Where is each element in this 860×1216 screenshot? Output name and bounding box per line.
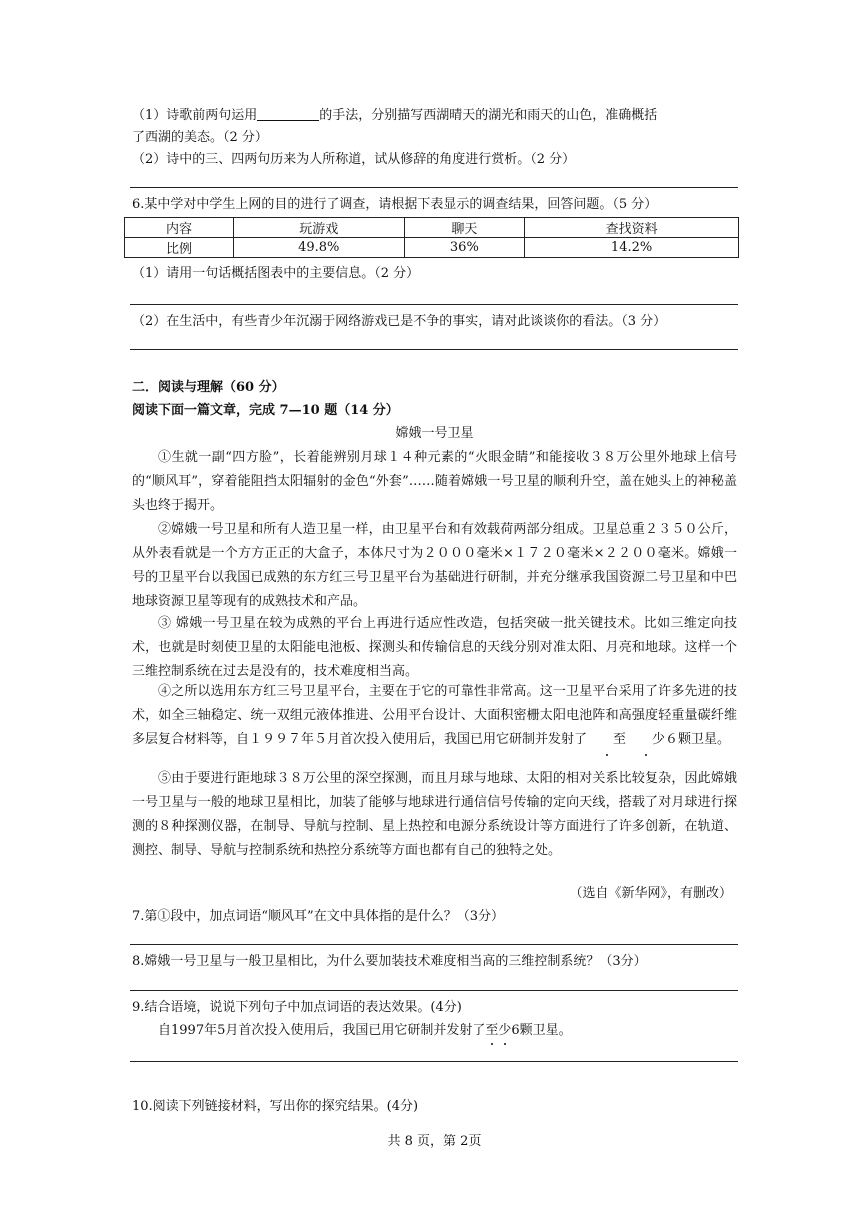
answer-line bbox=[130, 304, 738, 305]
table-header-cell: 查找资料 bbox=[525, 218, 739, 238]
table-header-cell: 玩游戏 bbox=[233, 218, 404, 238]
answer-line bbox=[130, 187, 738, 188]
article-paragraph-3: ③ 嫦娥一号卫星在较为成熟的平台上再进行适应性改造，包括突破一批关键技术。比如三维定向技术，也就是时刻使卫星的太阳能电池板、探测头和传输信息的天线分别对准太阳、月亮和地球。这样一个三维控制系统在过去是没有的，技术难度相当高。 bbox=[132, 616, 737, 679]
table-row bbox=[125, 238, 739, 258]
article-paragraph-1: ①生就一副“四方脸”，长着能辨别月球１４种元素的“火眼金睛”和能接收３８万公里外地球上信号的“顺风耳”，穿着能阻挡太阳辐射的金色“外套”……随着嫦娥一号卫星的顺利升空，盖在她头上的神秘盖头也终于揭开。 bbox=[132, 450, 737, 513]
table-cell: 49.8% bbox=[233, 238, 404, 258]
article-title: 嫦娥一号卫星 bbox=[395, 426, 474, 441]
table-cell: 比例 bbox=[125, 238, 234, 258]
q5-part1-line2: 了西湖的美态。（2 分） bbox=[132, 130, 268, 145]
reading-instruction: 阅读下面一篇文章，完成 7—10 题（14 分） bbox=[132, 403, 399, 418]
table-row bbox=[125, 218, 739, 238]
dotted-char: 至 bbox=[485, 1021, 498, 1041]
answer-line bbox=[130, 990, 738, 991]
q10-stem: 10.阅读下列链接材料，写出你的探究结果。(4分) bbox=[132, 1099, 419, 1114]
page-footer: 共 8 页，第 2页 bbox=[387, 1134, 482, 1149]
article-paragraph-4: ④之所以选用东方红三号卫星平台，主要在于它的可靠性非常高。这一卫星平台采用了许多先进的技术，如全三轴稳定、统一双组元液体推进、公用平台设计、大面积密栅太阳电池阵和高强度轻重量碳纤维多层复合材料等，自１９９７年５月首次投入使用后，我国已用它研制并发射了 至 少６颗卫星。 bbox=[132, 680, 737, 752]
table-cell: 14.2% bbox=[525, 238, 739, 258]
q9-sentence: 自1997年5月首次投入使用后，我国已用它研制并发射了至少6颗卫星。 bbox=[132, 1021, 737, 1041]
article-paragraph-5: ⑤由于要进行距地球３８万公里的深空探测，而且月球与地球、太阳的相对关系比较复杂，因此嫦娥一号卫星与一般的地球卫星相比，加装了能够与地球进行通信信号传输的定向天线，搭载了对月球进行探测的８种探测仪器，在制导、导航与控制、星上热控和电源分系统设计等方面进行了许多创新，在轨道、测控、制导、导航与控制系统和热控分系统等方面也都有自己的独特之处。 bbox=[132, 771, 737, 858]
dotted-char: 至 bbox=[587, 728, 626, 752]
answer-blank[interactable] bbox=[257, 106, 319, 121]
dotted-char: 少 bbox=[498, 1021, 511, 1041]
dotted-char: 少 bbox=[626, 728, 665, 752]
q5-part1-line1: （1）诗歌前两句运用 的手法，分别描写西湖晴天的湖光和雨天的山色，准确概括 bbox=[132, 108, 658, 123]
q6-stem: 6.某中学对中学生上网的目的进行了调查，请根据下表显示的调查结果，回答问题。（5 分） bbox=[132, 197, 658, 212]
answer-line bbox=[130, 944, 738, 945]
q6-part1: （1）请用一句话概括图表中的主要信息。（2 分） bbox=[132, 266, 420, 281]
q5-part2: （2）诗中的三、四两句历来为人所称道，试从修辞的角度进行赏析。（2 分） bbox=[132, 152, 576, 167]
q9-stem: 9.结合语境，说说下列句子中加点词语的表达效果。(4分) bbox=[132, 1000, 462, 1015]
answer-line bbox=[130, 1061, 738, 1062]
survey-table bbox=[124, 217, 739, 258]
section-heading: 二．阅读与理解（60 分） bbox=[132, 380, 285, 395]
table-header-cell: 聊天 bbox=[404, 218, 525, 238]
q7-stem: 7.第①段中，加点词语“顺风耳”在文中具体指的是什么？（3分） bbox=[132, 909, 504, 924]
table-header-cell: 内容 bbox=[125, 218, 234, 238]
q8-stem: 8.嫦娥一号卫星与一般卫星相比，为什么要加装技术难度相当高的三维控制系统？（3分） bbox=[132, 954, 647, 969]
table-cell: 36% bbox=[404, 238, 525, 258]
q6-part2: （2）在生活中，有些青少年沉溺于网络游戏已是不争的事实，请对此谈谈你的看法。（3 分） bbox=[132, 314, 667, 329]
answer-line bbox=[130, 349, 738, 350]
article-source: （选自《新华网》，有删改） bbox=[569, 886, 732, 901]
article-paragraph-2: ②嫦娥一号卫星和所有人造卫星一样，由卫星平台和有效载荷两部分组成。卫星总重２３５０公斤，从外表看就是一个方方正正的大盒子，本体尺寸为２０００毫米×１７２０毫米×２２００毫米。嫦娥一号的卫星平台以我国已成熟的东方红三号卫星平台为基础进行研制，并充分继承我国资源二号卫星和中巴地球资源卫星等现有的成熟技术和产品。 bbox=[132, 522, 737, 609]
